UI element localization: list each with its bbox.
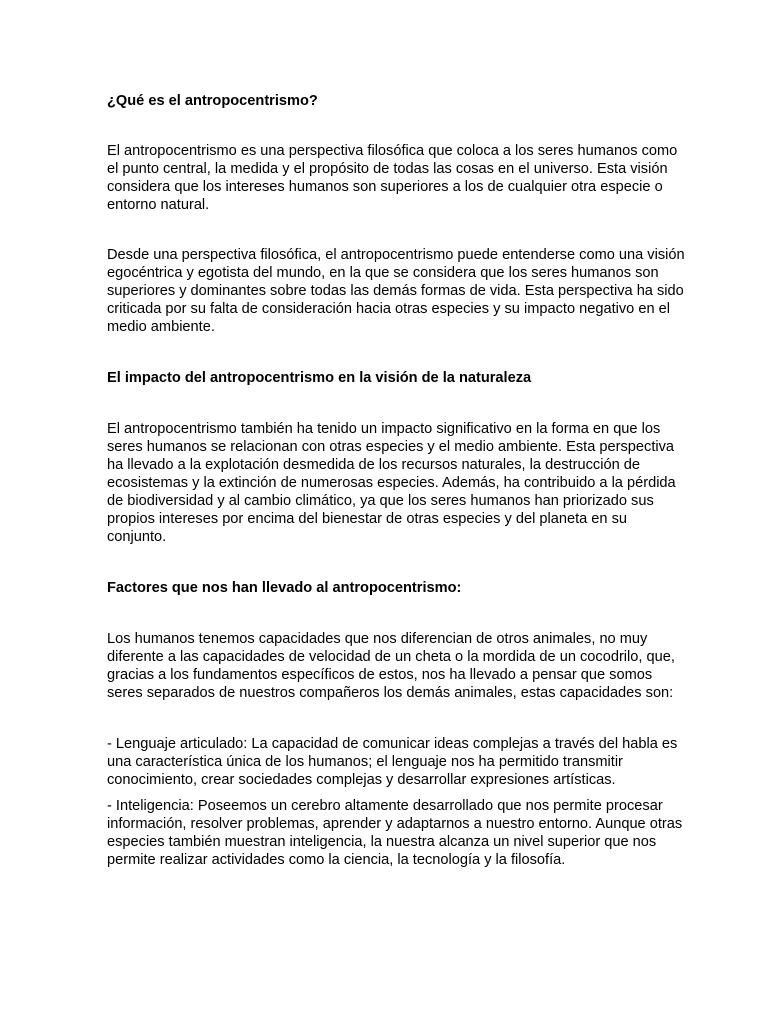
section-heading-what-is: ¿Qué es el antropocentrismo? — [107, 93, 318, 109]
document-body — [107, 92, 685, 869]
paragraph-definition: El antropocentrismo es una perspectiva filosófica que coloca a los seres humanos como el punto central, la medida y el propósito de todas las cosas en el universo. Esta visión considera que los intereses humanos son superiores a los de cualquier otra especie o entorno natural. — [107, 143, 678, 213]
paragraph-capacities-intro: Los humanos tenemos capacidades que nos diferencian de otros animales, no muy diferente a las capacidades de velocidad de un cheta o la mordida de un cocodrilo, que, gracias a los fundamentos específicos de estos, nos ha llevado a pensar que somos seres separados de nuestros compañeros los demás animales, estas capacidades son: — [107, 631, 675, 701]
section-heading-impact: El impacto del antropocentrismo en la visión de la naturaleza — [107, 370, 532, 386]
section-heading-factors: Factores que nos han llevado al antropocentrismo: — [107, 580, 462, 596]
paragraph-philosophical-view: Desde una perspectiva filosófica, el antropocentrismo puede entenderse como una visión egocéntrica y egotista del mundo, en la que se considera que los seres humanos son superiores y dominantes sobre todas las demás formas de vida. Esta perspectiva ha sido criticada por su falta de consideración hacia otras especies y su impacto negativo en el medio ambiente. — [107, 247, 685, 335]
list-item-language: - Lenguaje articulado: La capacidad de comunicar ideas complejas a través del habla es una característica única de los humanos; el lenguaje nos ha permitido transmitir conocimiento, crear sociedades complejas y desarrollar expresiones artísticas. — [107, 736, 678, 788]
paragraph-impact: El antropocentrismo también ha tenido un impacto significativo en la forma en que los seres humanos se relacionan con otras especies y el medio ambiente. Esta perspectiva ha llevado a la explotación desmedida de los recursos naturales, la destrucción de ecosistemas y la extinción de numerosas especies. Además, ha contribuido a la pérdida de biodiversidad y al cambio climático, ya que los seres humanos han priorizado sus propios intereses por encima del bienestar de otras especies y del planeta en su conjunto. — [107, 421, 676, 545]
list-item-intelligence: - Inteligencia: Poseemos un cerebro altamente desarrollado que nos permite procesar información, resolver problemas, aprender y adaptarnos a nuestro entorno. Aunque otras especies también muestran inteligencia, la nuestra alcanza un nivel superior que nos permite realizar actividades como la ciencia, la tecnología y la filosofía. — [107, 798, 683, 868]
